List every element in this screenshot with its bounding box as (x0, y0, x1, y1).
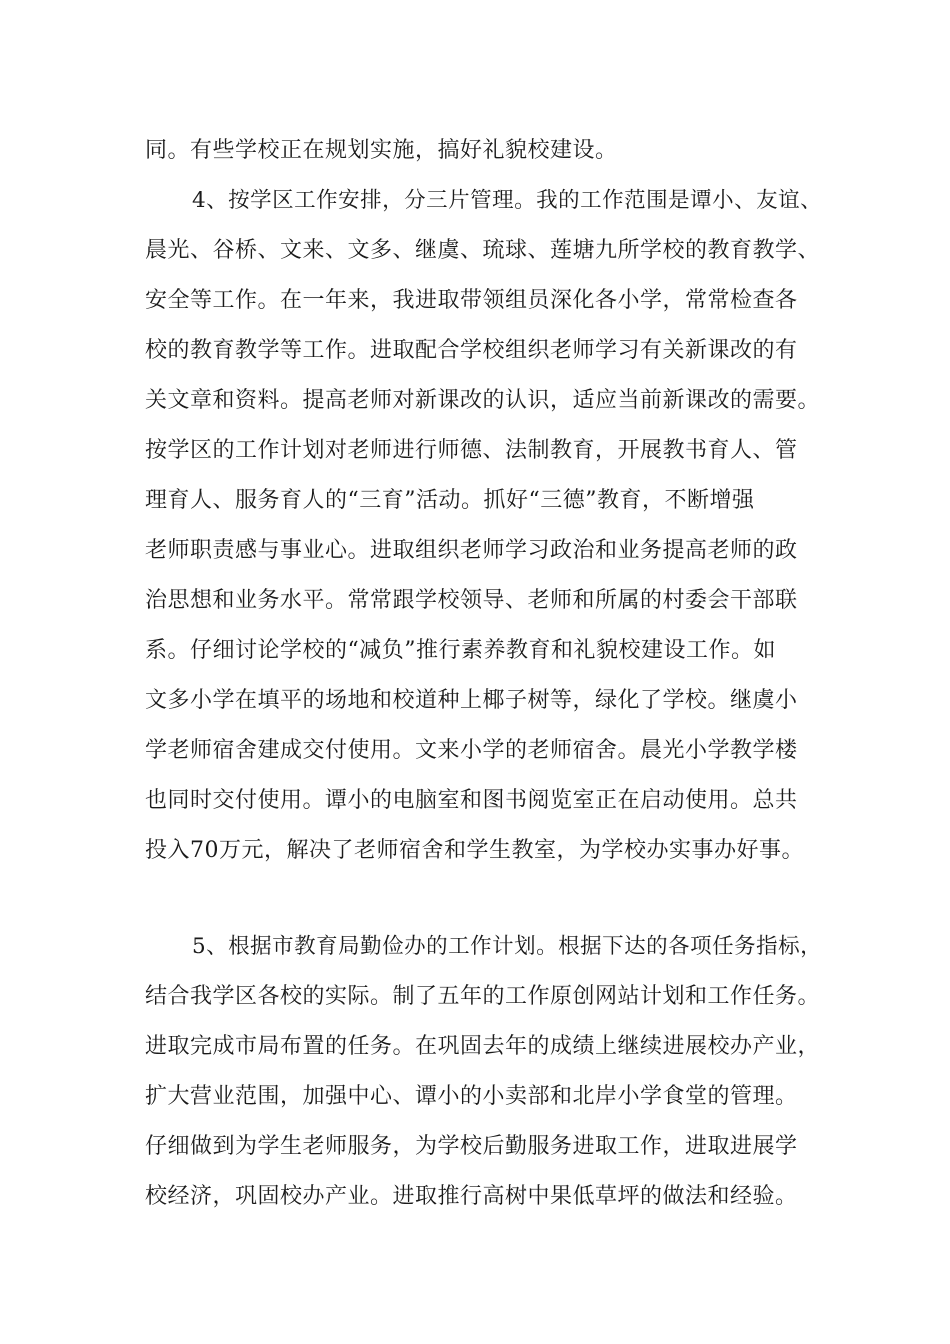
text-line: 结合我学区各校的实际。制了五年的工作原创网站计划和工作任务。 (145, 984, 821, 1009)
text-line: 文多小学在填平的场地和校道种上椰子树等，绿化了学校。继虞小 (145, 688, 798, 713)
text-line: 按学区的工作计划对老师进行师德、法制教育，开展教书育人、管 (145, 438, 798, 463)
text-line: 学老师宿舍建成交付使用。文来小学的老师宿舍。晨光小学教学楼 (145, 738, 798, 763)
text-line: 治思想和业务水平。常常跟学校领导、老师和所属的村委会干部联 (145, 588, 798, 613)
text-line: 也同时交付使用。谭小的电脑室和图书阅览室正在启动使用。总共 (145, 788, 798, 813)
text-line: 老师职责感与事业心。进取组织老师学习政治和业务提高老师的政 (145, 538, 798, 563)
paragraph-5-first-line: 5、根据市教育局勤俭办的工作计划。根据下达的各项任务指标， (192, 934, 823, 959)
text-line: 系。仔细讨论学校的“减负”推行素养教育和礼貌校建设工作。如 (145, 638, 776, 663)
text-line: 校的教育教学等工作。进取配合学校组织老师学习有关新课改的有 (145, 338, 798, 363)
text-line: 投入70万元，解决了老师宿舍和学生教室，为学校办实事办好事。 (145, 838, 804, 863)
text-line: 校经济，巩固校办产业。进取推行高树中果低草坪的做法和经验。 (145, 1184, 798, 1209)
text-line: 关文章和资料。提高老师对新课改的认识，适应当前新课改的需要。 (145, 388, 821, 413)
text-line: 同。有些学校正在规划实施，搞好礼貌校建设。 (145, 138, 618, 163)
text-line: 安全等工作。在一年来，我进取带领组员深化各小学，常常检查各 (145, 288, 798, 313)
text-line: 晨光、谷桥、文来、文多、继虞、琉球、莲塘九所学校的教育教学、 (145, 238, 821, 263)
text-line: 进取完成市局布置的任务。在巩固去年的成绩上继续进展校办产业， (145, 1034, 821, 1059)
text-line: 理育人、服务育人的“三育”活动。抓好“三德”教育，不断增强 (145, 488, 755, 513)
text-line: 仔细做到为学生老师服务，为学校后勤服务进取工作，进取进展学 (145, 1134, 798, 1159)
text-line: 扩大营业范围，加强中心、谭小的小卖部和北岸小学食堂的管理。 (145, 1084, 798, 1109)
paragraph-4-first-line: 4、按学区工作安排，分三片管理。我的工作范围是谭小、友谊、 (192, 188, 823, 213)
